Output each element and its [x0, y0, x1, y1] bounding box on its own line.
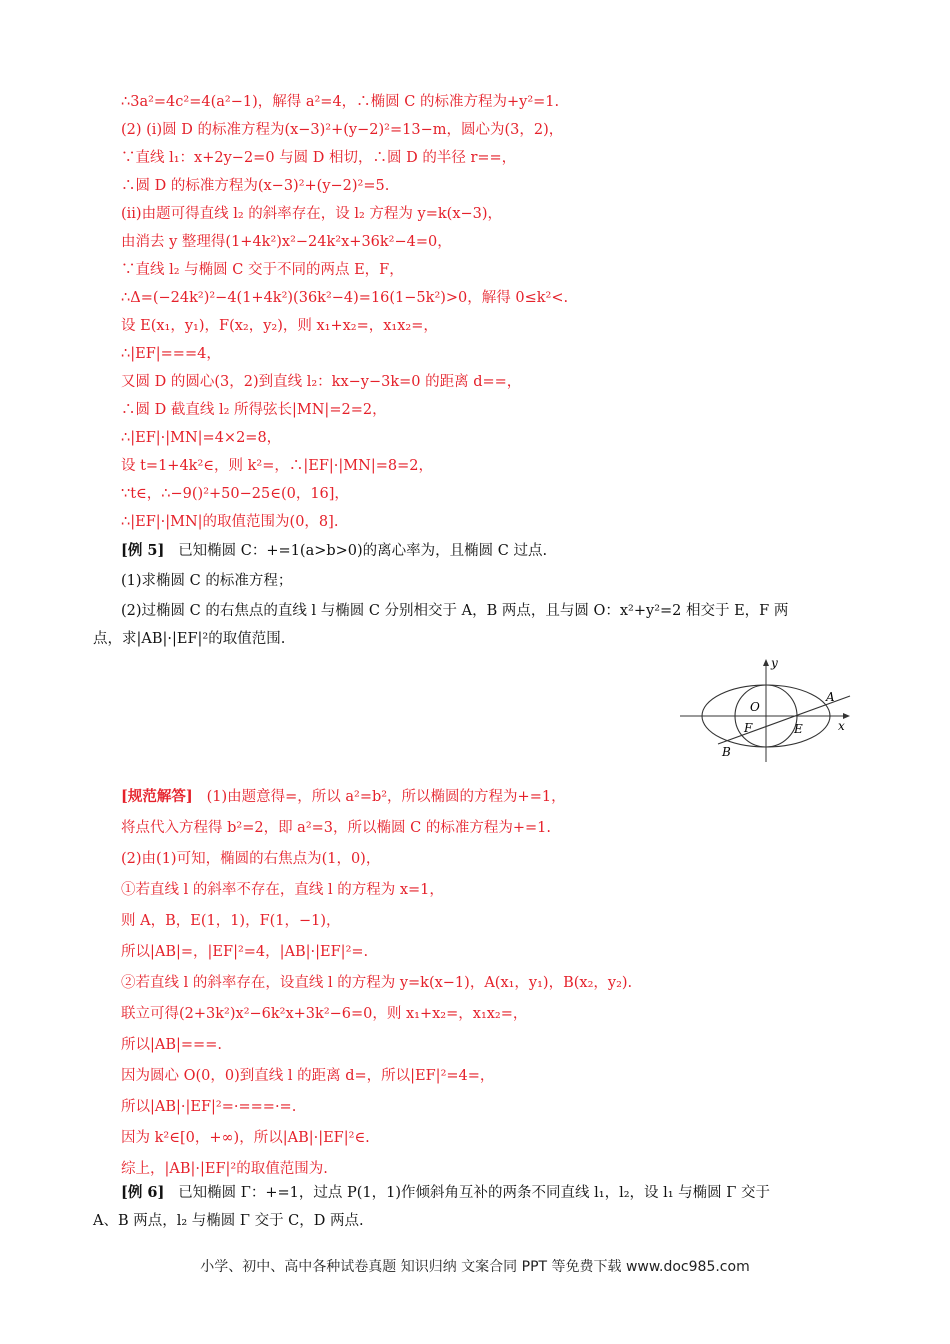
sol4-line-9: 设 E(x₁，y₁)，F(x₂，y₂)，则 x₁+x₂=，x₁x₂=，	[121, 318, 438, 334]
sol5-line-4: ①若直线 l 的斜率不存在，直线 l 的方程为 x=1，	[121, 882, 444, 898]
sol4-line-6: 由消去 y 整理得(1+4k²)x²−24k²x+36k²−4=0，	[121, 234, 452, 250]
example-6-text: 已知椭圆 Γ：+=1，过点 P(1，1)作倾斜角互补的两条不同直线 l₁，l₂，设 l₁ 与椭圆 Γ 交于	[178, 1185, 770, 1201]
y-axis-arrow	[763, 659, 769, 666]
page-footer: 小学、初中、高中各种试卷真题 知识归纳 文案合同 PPT 等免费下载 www.doc985.com	[200, 1259, 750, 1275]
sol5-line-10: 因为圆心 O(0，0)到直线 l 的距离 d=，所以|EF|²=4=，	[121, 1068, 495, 1084]
sol5-line-2: 将点代入方程得 b²=2，即 a²=3，所以椭圆 C 的标准方程为+=1.	[121, 820, 551, 836]
sol5-line-12: 因为 k²∈[0，+∞)，所以|AB|·|EF|²∈.	[121, 1130, 370, 1146]
example-5-label: [例 5]	[121, 542, 165, 559]
sol4-line-5: (ii)由题可得直线 l₂ 的斜率存在，设 l₂ 方程为 y=k(x−3)，	[121, 206, 503, 222]
sol5-first: (1)由题意得=，所以 a²=b²，所以椭圆的方程为+=1，	[206, 789, 566, 805]
label-b: B	[722, 745, 731, 759]
sol5-line-6: 所以|AB|=，|EF|²=4，|AB|·|EF|²=.	[121, 944, 369, 960]
example-5-q2-line-2: 点，求|AB|·|EF|²的取值范围.	[93, 631, 286, 647]
sol5-line-9: 所以|AB|===.	[121, 1037, 222, 1053]
sol5-line-8: 联立可得(2+3k²)x²−6k²x+3k²−6=0，则 x₁+x₂=，x₁x₂=，	[121, 1006, 528, 1022]
sol4-line-11: 又圆 D 的圆心(3，2)到直线 l₂：kx−y−3k=0 的距离 d==，	[121, 374, 522, 390]
example-5-q2-line-1: (2)过椭圆 C 的右焦点的直线 l 与椭圆 C 分别相交于 A，B 两点，且与圆 O：x²+y²=2 相交于 E，F 两	[121, 603, 789, 619]
label-x: x	[838, 719, 845, 733]
sol5-line-3: (2)由(1)可知，椭圆的右焦点为(1，0)，	[121, 851, 381, 867]
sol5-line-7: ②若直线 l 的斜率存在，设直线 l 的方程为 y=k(x−1)，A(x₁，y₁)，B(x₂，y₂).	[121, 975, 633, 991]
sol4-line-15: ∵t∈，∴−9()²+50−25∈(0，16]，	[121, 486, 349, 502]
sol4-line-8: ∴Δ=(−24k²)²−4(1+4k²)(36k²−4)=16(1−5k²)>0，解得 0≤k²<.	[121, 290, 569, 306]
sol4-line-14: 设 t=1+4k²∈，则 k²=，∴|EF|·|MN|=8=2，	[121, 458, 433, 474]
sol4-line-1: ∴3a²=4c²=4(a²−1)，解得 a²=4，∴椭圆 C 的标准方程为+y²=1.	[121, 94, 560, 110]
label-y: y	[771, 656, 778, 670]
sol4-line-13: ∴|EF|·|MN|=4×2=8，	[121, 430, 282, 446]
example-6-label: [例 6]	[121, 1184, 165, 1201]
sol4-line-10: ∴|EF|===4，	[121, 346, 221, 362]
label-f: F	[744, 721, 753, 735]
sol4-line-7: ∵直线 l₂ 与椭圆 C 交于不同的两点 E，F，	[121, 262, 404, 278]
label-o: O	[750, 700, 760, 714]
example-5-text: 已知椭圆 C：+=1(a>b>0)的离心率为，且椭圆 C 过点.	[178, 543, 548, 559]
sol4-line-3: ∵直线 l₁：x+2y−2=0 与圆 D 相切，∴圆 D 的半径 r==，	[121, 150, 517, 166]
sol5-line-5: 则 A，B，E(1，1)，F(1，−1)，	[121, 913, 341, 929]
example-6-line-2: A、B 两点，l₂ 与椭圆 Γ 交于 C，D 两点.	[93, 1213, 364, 1229]
sol4-line-4: ∴圆 D 的标准方程为(x−3)²+(y−2)²=5.	[121, 178, 390, 194]
example-5-q1: (1)求椭圆 C 的标准方程；	[121, 573, 293, 589]
sol4-line-2: (2) (i)圆 D 的标准方程为(x−3)²+(y−2)²=13−m，圆心为(3，2)，	[121, 122, 564, 138]
sol4-line-12: ∴圆 D 截直线 l₂ 所得弦长|MN|=2=2，	[121, 402, 387, 418]
sol5-line-1	[121, 786, 566, 808]
sol5-label: [规范解答]	[121, 788, 193, 805]
example-6	[121, 1182, 770, 1204]
ellipse-circle-figure	[678, 656, 854, 764]
example-5	[121, 540, 547, 562]
sol4-line-16: ∴|EF|·|MN|的取值范围为(0，8].	[121, 514, 339, 530]
label-a: A	[826, 690, 835, 704]
label-e: E	[794, 722, 803, 736]
sol5-line-13: 综上，|AB|·|EF|²的取值范围为.	[121, 1161, 328, 1177]
sol5-line-11: 所以|AB|·|EF|²=·===·=.	[121, 1099, 297, 1115]
